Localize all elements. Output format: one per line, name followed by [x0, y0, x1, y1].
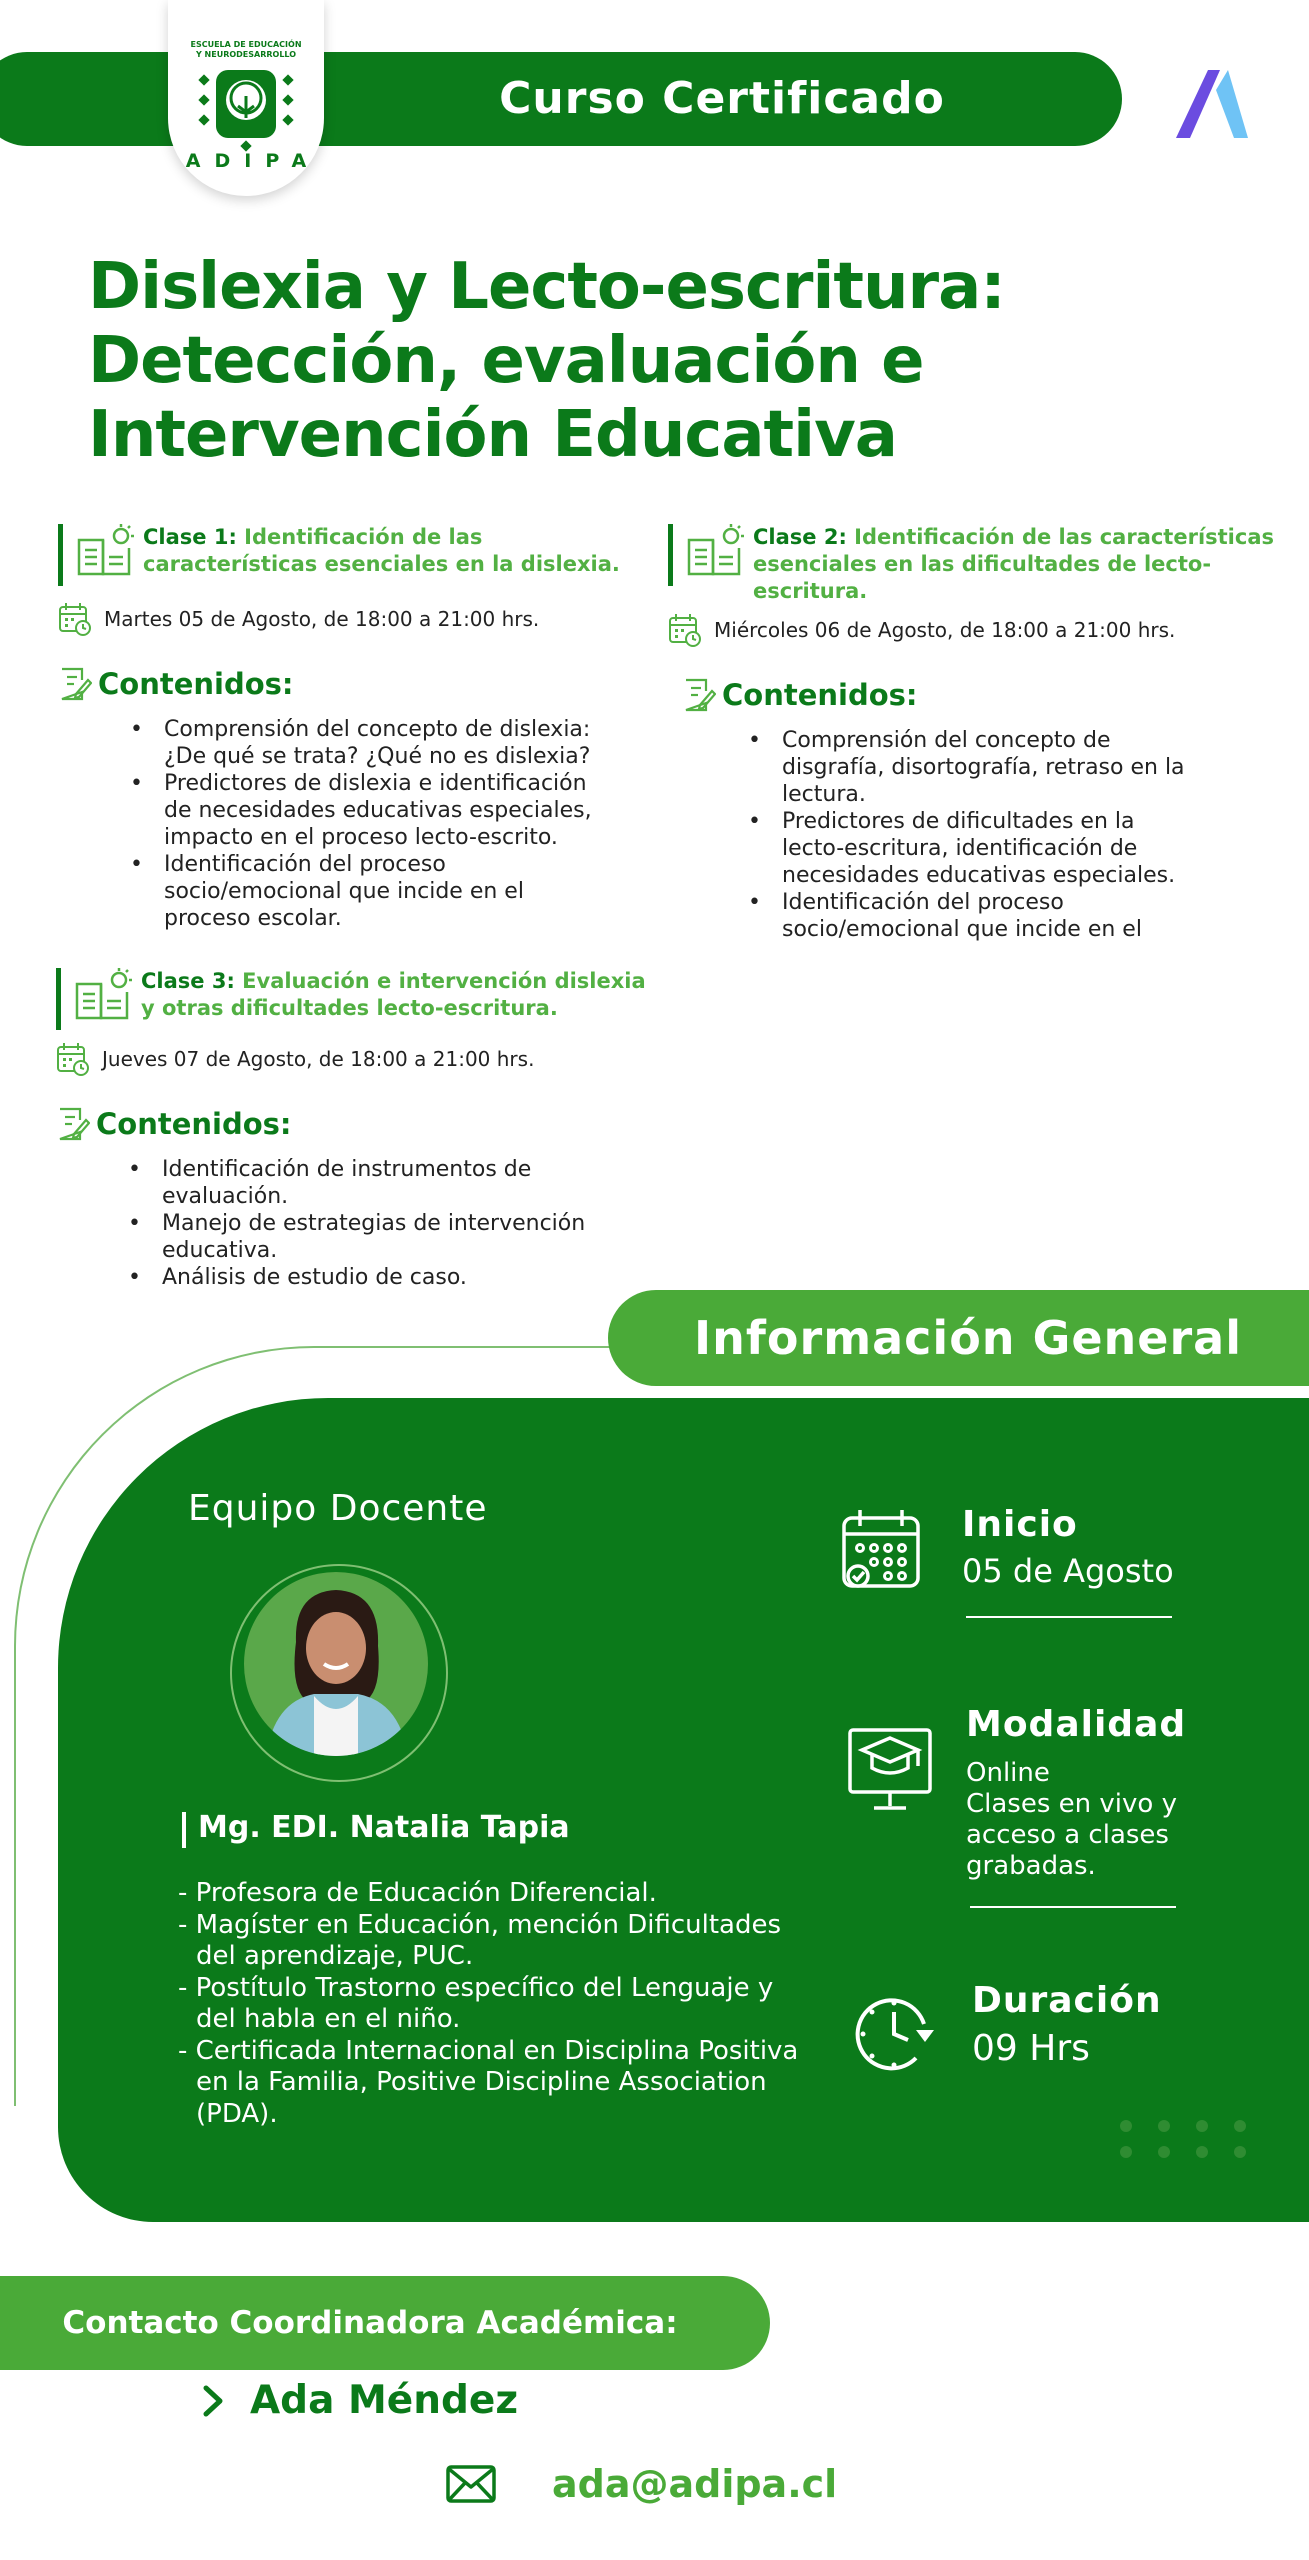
- list-item: • Análisis de estudio de caso.: [128, 1264, 598, 1291]
- chevron-right-icon: [200, 2384, 226, 2418]
- teacher-photo: [244, 1572, 428, 1756]
- class-1-contents-list: [130, 716, 610, 932]
- class-2-contents-head: [682, 677, 1298, 713]
- teacher-bio: [178, 1878, 818, 2130]
- logo-text-line-1: ESCUELA DE EDUCACIÓN: [190, 40, 302, 49]
- contents-title: Contenidos:: [96, 1107, 292, 1141]
- class-2-contents-list: [748, 727, 1188, 943]
- logo-text-line-2: Y NEURODESARROLLO: [195, 50, 297, 59]
- course-title: [88, 250, 1238, 472]
- class-1-contents-head: [58, 666, 658, 702]
- open-book-icon: [73, 968, 133, 1024]
- team-title: Equipo Docente: [188, 1488, 488, 1529]
- dot: [1120, 2120, 1132, 2132]
- banner-label: Curso Certificado: [499, 73, 945, 124]
- contents-title: Contenidos:: [98, 667, 294, 701]
- clock-timer-icon: [850, 1988, 940, 2078]
- modalidad-line-2: Clases en vivo y acceso a clases grabadas.: [966, 1789, 1177, 1881]
- class-accent-bar: [668, 524, 673, 586]
- class-3-header: [56, 968, 656, 1030]
- bio-item: - Profesora de Educación Diferencial.: [178, 1878, 657, 1908]
- class-topic: Evaluación e intervención dislexia y otras dificultades lecto-escritura.: [141, 969, 646, 1020]
- open-book-icon: [685, 524, 745, 580]
- coordinator-name: Ada Méndez: [250, 2378, 519, 2423]
- class-3-block: [56, 968, 656, 1291]
- modalidad-label: Modalidad: [966, 1704, 1187, 1745]
- class-1-block: [58, 524, 658, 932]
- dot: [1196, 2146, 1208, 2158]
- info-section-title: Información General: [694, 1311, 1242, 1365]
- open-book-icon: [75, 524, 135, 580]
- list-item: • Comprensión del concepto de disgrafía, disortografía, retraso en la lectura.: [748, 727, 1188, 808]
- calendar-clock-icon: [668, 613, 702, 647]
- class-date: Miércoles 06 de Agosto, de 18:00 a 21:00 hrs.: [714, 618, 1176, 642]
- inicio-label: Inicio: [962, 1504, 1078, 1545]
- class-3-contents-list: [128, 1156, 598, 1291]
- class-date: Martes 05 de Agosto, de 18:00 a 21:00 hrs.: [104, 607, 540, 631]
- duracion-value: 09 Hrs: [972, 2028, 1090, 2069]
- title-line-3: Intervención Educativa: [88, 398, 897, 472]
- graduation-monitor-icon: [846, 1722, 936, 1812]
- dot: [1234, 2146, 1246, 2158]
- document-edit-icon: [682, 677, 716, 713]
- dot: [1158, 2120, 1170, 2132]
- list-item: • Predictores de dificultades en la lecto-escritura, identificación de necesidades educativas especiales.: [748, 808, 1188, 889]
- class-3-title: [141, 968, 651, 1022]
- calendar-clock-icon: [56, 1042, 90, 1076]
- title-line-2: Detección, evaluación e: [88, 324, 924, 398]
- contact-label: Contacto Coordinadora Académica:: [62, 2305, 678, 2341]
- title-line-1: Dislexia y Lecto-escritura:: [88, 250, 1005, 324]
- class-number: Clase 3:: [141, 969, 235, 993]
- class-3-contents-head: [56, 1106, 656, 1142]
- adipa-logo: [168, 0, 324, 196]
- dot: [1234, 2120, 1246, 2132]
- separator-line: [966, 1616, 1172, 1618]
- contact-banner: [0, 2276, 770, 2370]
- document-edit-icon: [58, 666, 92, 702]
- decorative-dots: [1120, 2120, 1248, 2158]
- bio-item: - Certificada Internacional en Disciplina Positiva en la Familia, Positive Discipline Association (PDA).: [178, 2035, 799, 2129]
- class-2-header: [668, 524, 1298, 605]
- class-topic: Identificación de las características esenciales en la dislexia.: [143, 525, 620, 576]
- modalidad-line-1: Online: [966, 1758, 1050, 1788]
- class-date: Jueves 07 de Agosto, de 18:00 a 21:00 hrs.: [102, 1047, 535, 1071]
- class-accent-bar: [56, 968, 61, 1030]
- dot: [1120, 2146, 1132, 2158]
- class-3-date-row: [56, 1042, 656, 1076]
- class-2-title: [753, 524, 1283, 605]
- class-number: Clase 1:: [143, 525, 237, 549]
- email-row[interactable]: [446, 2462, 837, 2506]
- class-1-header: [58, 524, 658, 586]
- logo-name: ADIPA: [185, 150, 321, 172]
- class-1-title: [143, 524, 643, 578]
- class-number: Clase 2:: [753, 525, 847, 549]
- list-item: • Manejo de estrategias de intervención educativa.: [128, 1210, 598, 1264]
- list-item: • Comprensión del concepto de dislexia: ¿De qué se trata? ¿Qué no es dislexia?: [130, 716, 610, 770]
- bio-item: - Postítulo Trastorno específico del Lenguaje y del habla en el niño.: [178, 1972, 774, 2034]
- dot: [1196, 2120, 1208, 2132]
- class-2-date-row: [668, 613, 1298, 647]
- class-topic: Identificación de las características esenciales en las dificultades de lecto-escritura.: [753, 525, 1275, 603]
- brand-a-icon: [1168, 62, 1250, 144]
- bio-item: - Magíster en Educación, mención Dificultades del aprendizaje, PUC.: [178, 1909, 782, 1971]
- inicio-value: 05 de Agosto: [962, 1552, 1174, 1590]
- separator-line: [970, 1906, 1176, 1908]
- list-item: • Predictores de dislexia e identificación de necesidades educativas especiales, impacto en el proceso lecto-escrito.: [130, 770, 610, 851]
- teacher-name: Mg. EDI. Natalia Tapia: [198, 1810, 570, 1845]
- list-item: • Identificación de instrumentos de evaluación.: [128, 1156, 598, 1210]
- calendar-check-icon: [838, 1506, 928, 1596]
- modalidad-value: [966, 1758, 1206, 1882]
- list-item: • Identificación del proceso socio/emocional que incide en el: [748, 889, 1188, 943]
- class-2-block: [668, 524, 1298, 943]
- coordinator-row: [200, 2378, 518, 2423]
- envelope-icon: [446, 2465, 496, 2503]
- duracion-label: Duración: [972, 1980, 1162, 2021]
- tree-emblem-icon: [194, 66, 298, 152]
- dot: [1158, 2146, 1170, 2158]
- logo-school-text: [168, 40, 324, 60]
- calendar-clock-icon: [58, 602, 92, 636]
- class-1-date-row: [58, 602, 658, 636]
- document-edit-icon: [56, 1106, 90, 1142]
- list-item: • Identificación del proceso socio/emocional que incide en el proceso escolar.: [130, 851, 610, 932]
- email-link[interactable]: ada@adipa.cl: [552, 2462, 838, 2506]
- info-section-tab: [608, 1290, 1309, 1386]
- class-accent-bar: [58, 524, 63, 586]
- contents-title: Contenidos:: [722, 678, 918, 712]
